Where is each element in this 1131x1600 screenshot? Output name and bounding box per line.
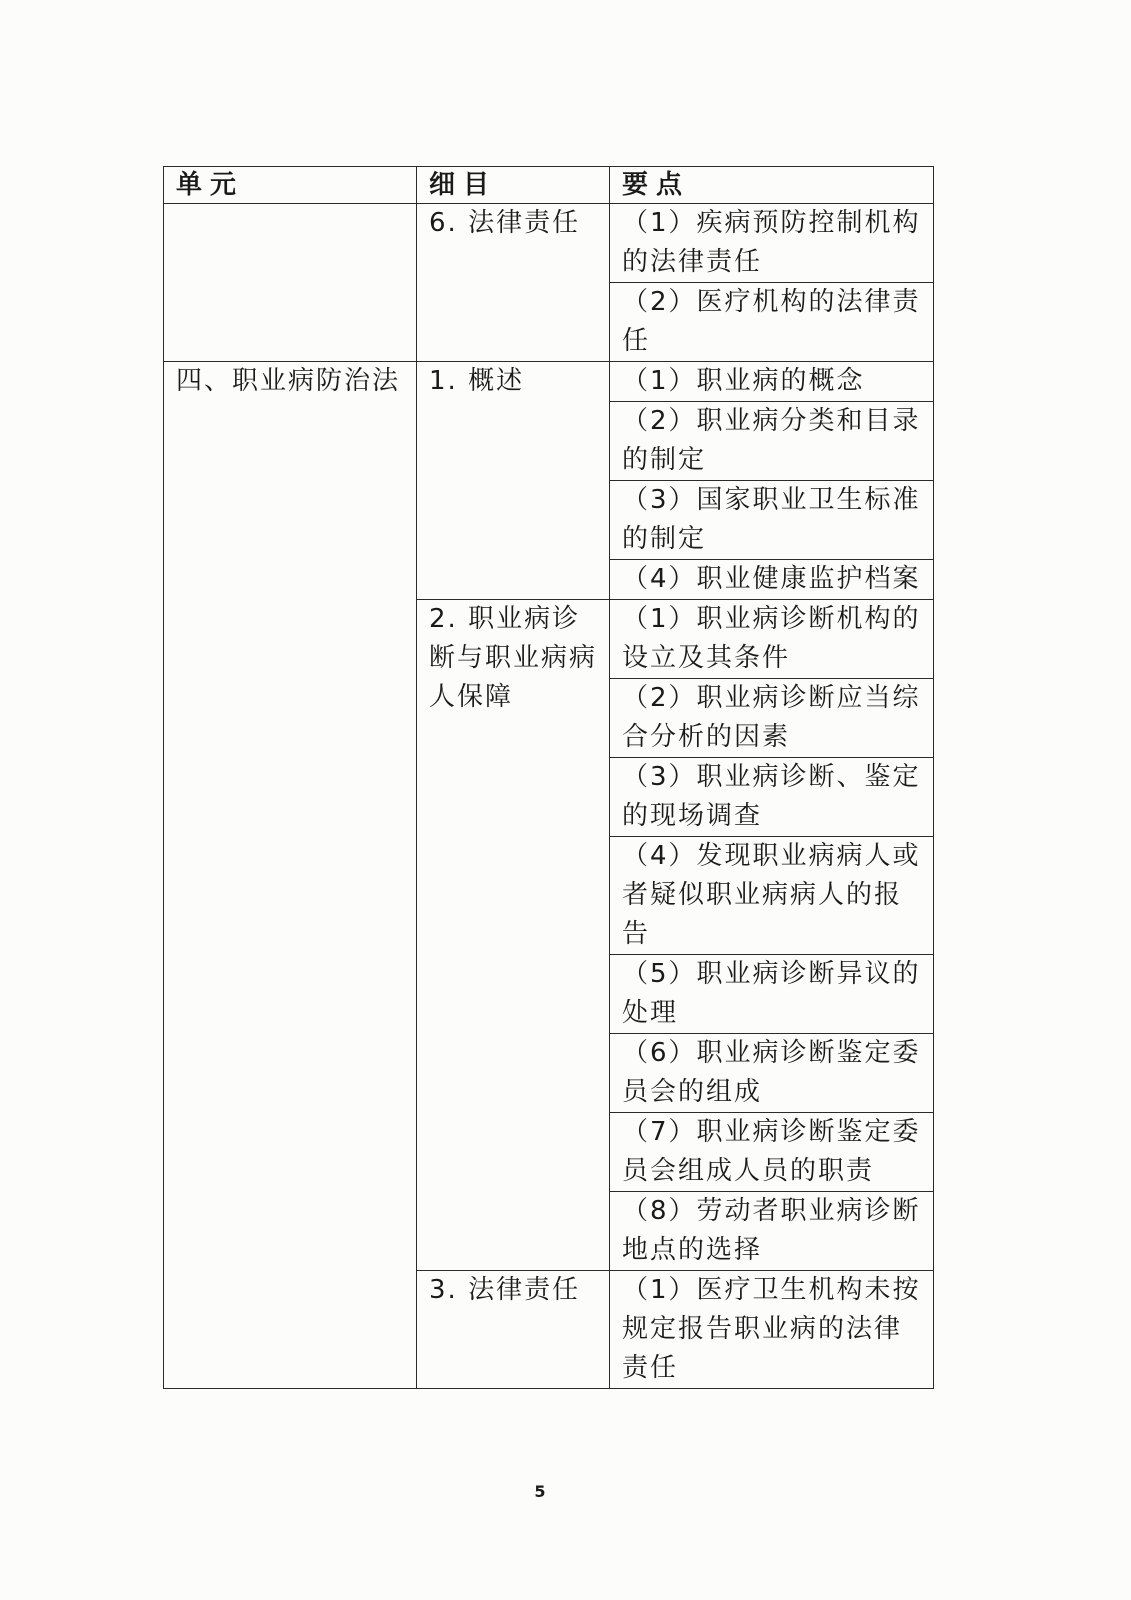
point-cell: （6）职业病诊断鉴定委员会的组成: [610, 1034, 934, 1113]
table-header-row: [164, 167, 934, 204]
item-cell: 3. 法律责任: [417, 1271, 610, 1389]
point-cell: （3）职业病诊断、鉴定的现场调查: [610, 758, 934, 837]
item-cell: 2. 职业病诊断与职业病病人保障: [417, 600, 610, 1271]
point-cell: （1）职业病诊断机构的设立及其条件: [610, 600, 934, 679]
header-item: 细目: [417, 167, 610, 204]
point-cell: （4）发现职业病病人或者疑似职业病病人的报告: [610, 837, 934, 955]
header-unit: 单元: [164, 167, 417, 204]
point-cell: （7）职业病诊断鉴定委员会组成人员的职责: [610, 1113, 934, 1192]
point-cell: （3）国家职业卫生标准的制定: [610, 481, 934, 560]
point-cell: （2）职业病诊断应当综合分析的因素: [610, 679, 934, 758]
header-point: 要点: [610, 167, 934, 204]
page-number: 5: [534, 1482, 546, 1501]
syllabus-table: [163, 166, 934, 1389]
point-cell: （5）职业病诊断异议的处理: [610, 955, 934, 1034]
table-row: [164, 362, 934, 402]
item-cell: 6. 法律责任: [417, 204, 610, 362]
point-cell: （2）职业病分类和目录的制定: [610, 402, 934, 481]
point-cell: （8）劳动者职业病诊断地点的选择: [610, 1192, 934, 1271]
unit-cell: [164, 204, 417, 362]
table-row: [164, 204, 934, 283]
point-cell: （1）疾病预防控制机构的法律责任: [610, 204, 934, 283]
point-cell: （1）医疗卫生机构未按规定报告职业病的法律责任: [610, 1271, 934, 1389]
unit-cell: 四、职业病防治法: [164, 362, 417, 1389]
point-cell: （4）职业健康监护档案: [610, 560, 934, 600]
item-cell: 1. 概述: [417, 362, 610, 600]
point-cell: （2）医疗机构的法律责任: [610, 283, 934, 362]
point-cell: （1）职业病的概念: [610, 362, 934, 402]
